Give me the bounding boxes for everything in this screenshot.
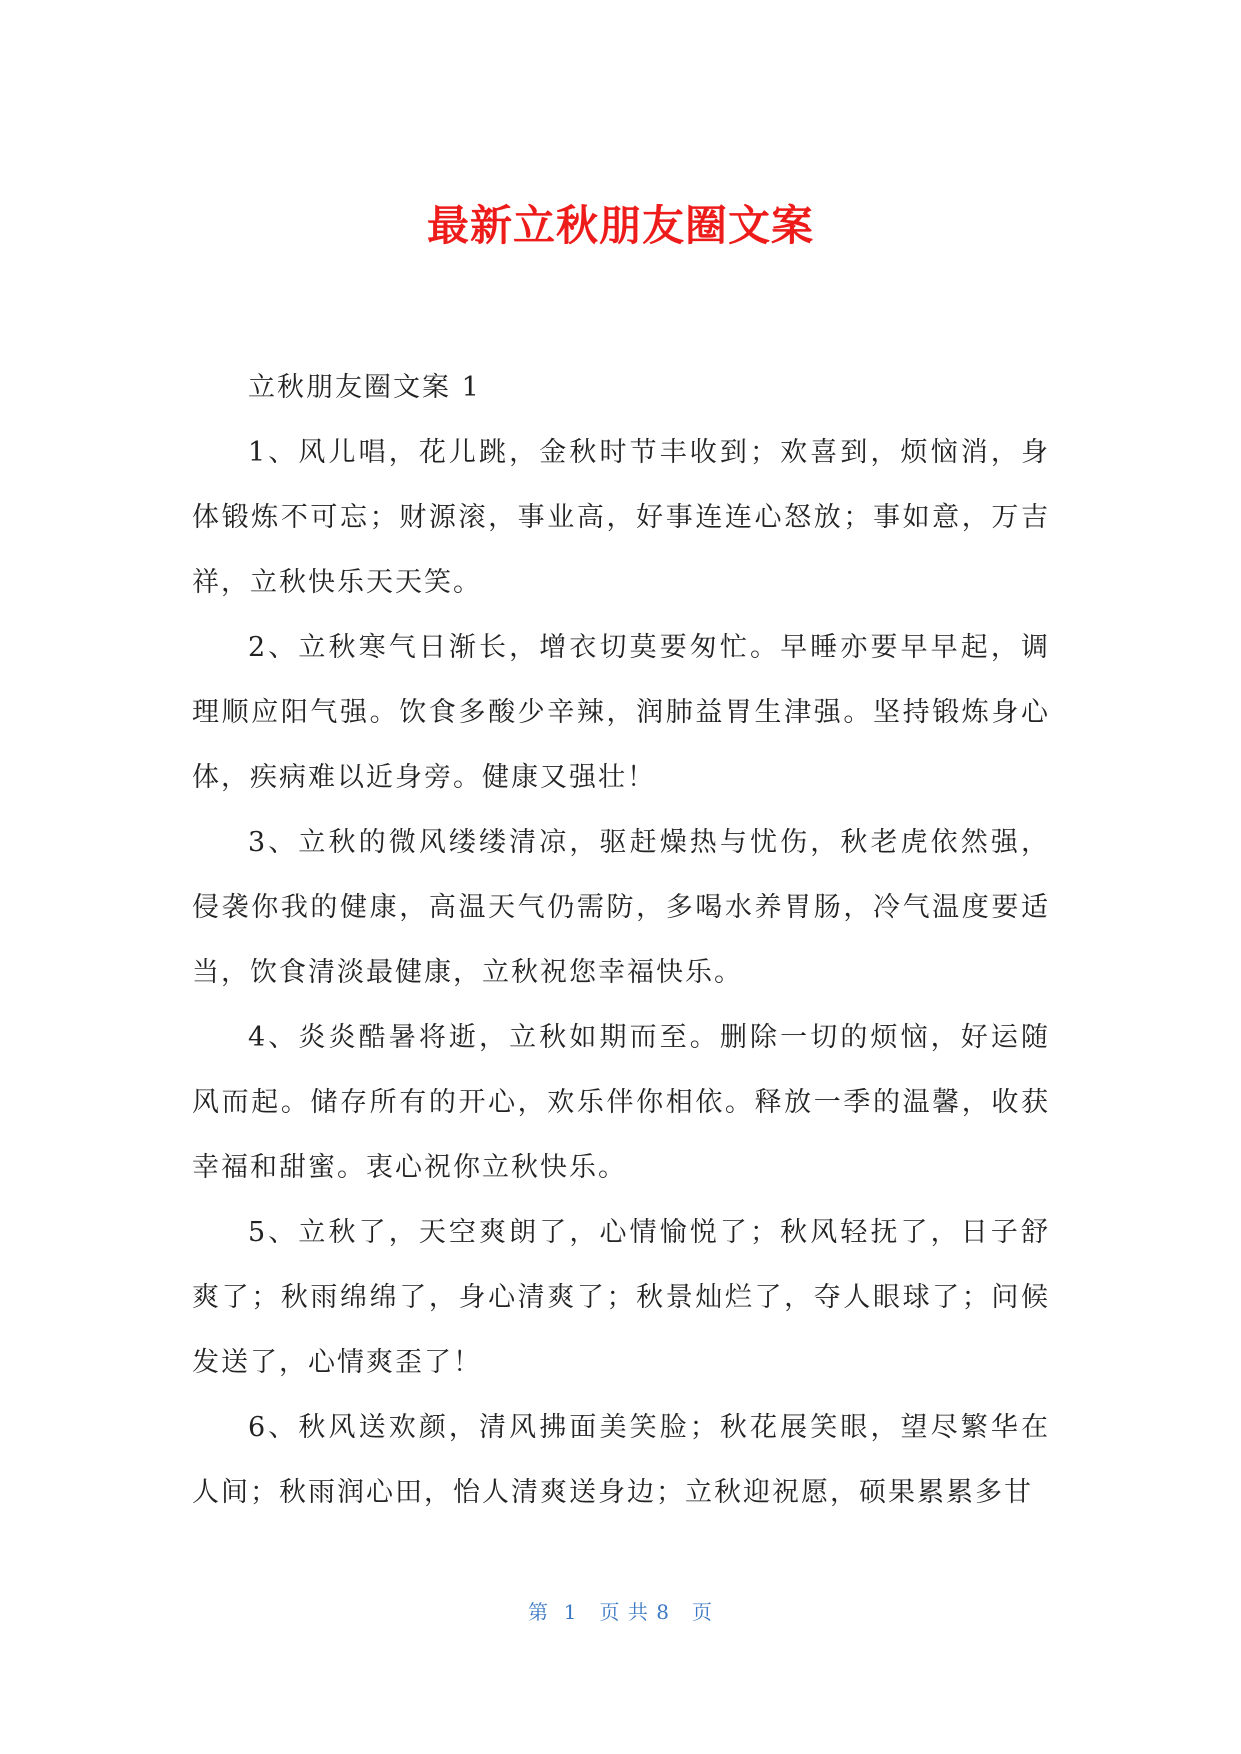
paragraph-5: 5、立秋了，天空爽朗了，心情愉悦了；秋风轻抚了，日子舒爽了；秋雨绵绵了，身心清爽了；秋景灿烂了，夺人眼球了；问候发送了，心情爽歪了！ (192, 1217, 1050, 1378)
paragraph-6: 6、秋风送欢颜，清风拂面美笑脸；秋花展笑眼，望尽繁华在人间；秋雨润心田，怡人清爽送身边；立秋迎祝愿，硕果累累多甘 (192, 1412, 1050, 1508)
paragraph-1: 1、风儿唱，花儿跳，金秋时节丰收到；欢喜到，烦恼消，身体锻炼不可忘；财源滚，事业高，好事连连心怒放；事如意，万吉祥，立秋快乐天天笑。 (192, 437, 1050, 598)
document-body (192, 356, 1050, 1525)
page-footer: 第 1 页 共 8 页 (527, 1600, 714, 1624)
section-heading: 立秋朋友圈文案 1 (248, 372, 481, 403)
paragraph-3: 3、立秋的微风缕缕清凉，驱赶燥热与忧伤，秋老虎依然强，侵袭你我的健康，高温天气仍需防，多喝水养胃肠，冷气温度要适当，饮食清淡最健康，立秋祝您幸福快乐。 (192, 827, 1050, 988)
paragraph-4: 4、炎炎酷暑将逝，立秋如期而至。删除一切的烦恼，好运随风而起。储存所有的开心，欢乐伴你相依。释放一季的温馨，收获幸福和甜蜜。衷心祝你立秋快乐。 (192, 1022, 1050, 1183)
paragraph-2: 2、立秋寒气日渐长，增衣切莫要匆忙。早睡亦要早早起，调理顺应阳气强。饮食多酸少辛辣，润肺益胃生津强。坚持锻炼身心体，疾病难以近身旁。健康又强壮！ (192, 632, 1050, 793)
document-title: 最新立秋朋友圈文案 (426, 201, 814, 250)
